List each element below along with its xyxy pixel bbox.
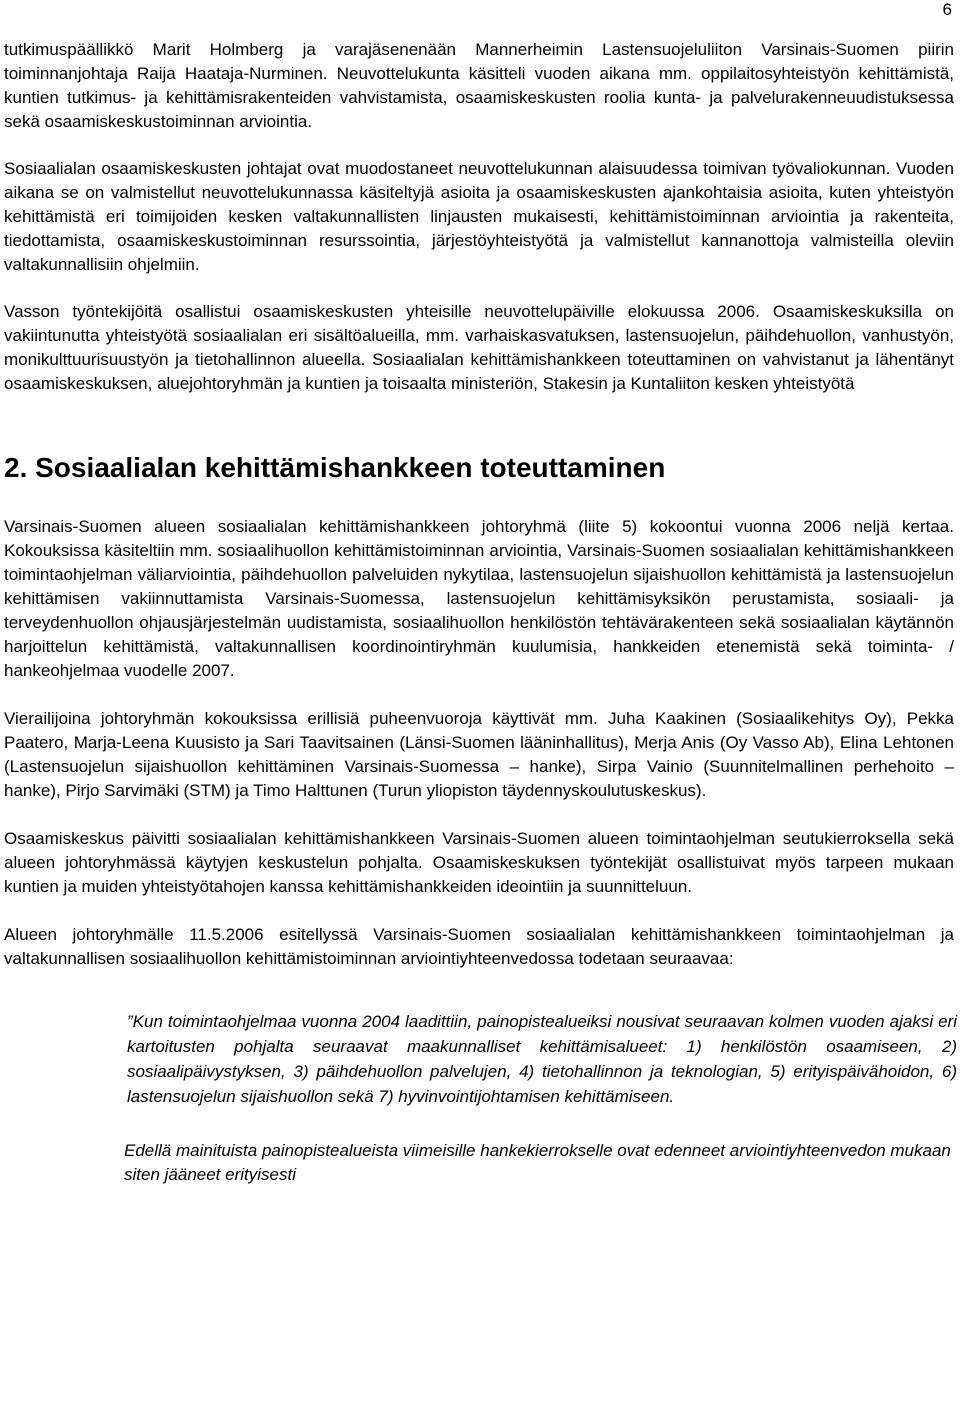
paragraph-vasso-yhteistyo: Vasson työntekijöitä osallistui osaamiskeskusten yhteisille neuvottelupäiville elokuussa 2006. Osaamiskeskuksilla on vakiintunutta yhteistyötä sosiaalialan eri sisältöalueilla, mm. varhaiskasvatuksen, lastensuojelun, päihdehuollon, vanhustyön, monikulttuurisuustyön ja tietohallinnon alueella. Sosiaalialan kehittämishankkeen toteuttaminen on vahvistanut ja lähentänyt osaamiskeskuksen, aluejohtoryhmän ja kuntien ja toisaalta ministeriön, Stakesin ja Kuntaliiton kesken yhteistyötä [4,302,954,393]
quote-continuation: Edellä mainituista painopistealueista viimeisille hankekierrokselle ovat edenneet arviointiyhteenvedon mukaan siten jääneet erityisesti [124,1141,951,1184]
paragraph-neuvottelukunta: tutkimuspäällikkö Marit Holmberg ja varajäsenenään Mannerheimin Lastensuojeluliiton Varsinais-Suomen piirin toiminnanjohtaja Raija Haataja-Nurminen. Neuvottelukunta käsitteli vuoden aikana mm. oppilaitosyhteistyön kehittämistä, kuntien tutkimus- ja kehittämisrakenteiden vahvistamista, osaamiskeskusten roolia kunta- ja palvelurakenneuudistuksessa sekä osaamiskeskustoiminnan arviointia. [4,40,954,131]
paragraph-tyovaliokunta: Sosiaalialan osaamiskeskusten johtajat ovat muodostaneet neuvottelukunnan alaisuudessa toimivan työvaliokunnan. Vuoden aikana se on valmistellut neuvottelukunnassa käsiteltyjä asioita ja osaamiskeskusten ajankohtaisia asioita, kuten yhteistyön kehittämistä eri toimijoiden kesken valtakunnallisten linjausten mukaisesti, kehittämistoiminnan arviointia ja rakenteita, tiedottamista, osaamiskeskustoiminnan resurssointia, järjestöyhteistyötä ja valmistellut kannanottoja valmisteilla oleviin valtakunnallisiin ohjelmiin. [4,159,954,274]
document-body [4,38,957,1187]
paragraph-johtoryhma: Varsinais-Suomen alueen sosiaalialan kehittämishankkeen johtoryhmä (liite 5) kokoontui vuonna 2006 neljä kertaa. Kokouksissa käsiteltiin mm. sosiaalihuollon kehittämistoiminnan arviointia, Varsinais-Suomen sosiaalialan kehittämishankkeen toimintaohjelman väliarviointia, päihdehuollon palveluiden nykytilaa, lastensuojelun sijaishuollon kehittämistä ja lastensuojelun kehittämisen vakiinnuttamista Varsinais-Suomessa, lastensuojelun kehittämisyksikön perustamista, sosiaali- ja terveydenhuollon ohjausjärjestelmän uudistamista, sosiaalihuollon henkilöstön tehtävärakenteen sekä sosiaalialan käytännön harjoittelun kehittämistä, valtakunnallisen koordinointiryhmän kuulumisia, hankkeiden etenemistä sekä toiminta- / hankeohjelmaa vuodelle 2007. [4,517,954,680]
paragraph-vierailijat: Vierailijoina johtoryhmän kokouksissa erillisiä puheenvuoroja käyttivät mm. Juha Kaakinen (Sosiaalikehitys Oy), Pekka Paatero, Marja-Leena Kuusisto ja Sari Taavitsainen (Länsi-Suomen lääninhallitus), Merja Anis (Oy Vasso Ab), Elina Lehtonen (Lastensuojelun sijaishuollon kehittäminen Varsinais-Suomessa – hanke), Sirpa Vainio (Suunnitelmallinen perhehoito – hanke), Pirjo Sarvimäki (STM) ja Timo Halttunen (Turun yliopiston täydennyskoulutuskeskus). [4,709,954,800]
quote-block: ”Kun toimintaohjelmaa vuonna 2004 laadittiin, painopistealueiksi nousivat seuraavan kolmen vuoden ajaksi eri kartoitusten pohjalta seuraavat maakunnalliset kehittämisalueet: 1) henkilöstön osaamiseen, 2) sosiaalipäivystyksen, 3) päihdehuollon palvelujen, 4) tietohallinnon ja teknologian, 5) erityispäivähoidon, 6) lastensuojelun sijaishuollon sekä 7) hyvinvointijohtamisen kehittämiseen. [127,1012,957,1106]
paragraph-toimintaohjelma: Osaamiskeskus päivitti sosiaalialan kehittämishankkeen Varsinais-Suomen alueen toimintaohjelman seutukierroksella sekä alueen johtoryhmässä käytyjen keskustelun pohjalta. Osaamiskeskuksen työntekijät osallistuivat myös tarpeen mukaan kuntien ja muiden yhteistyötahojen kanssa kehittämishankkeiden ideointiin ja suunnitteluun. [4,829,954,896]
paragraph-arviointi: Alueen johtoryhmälle 11.5.2006 esitellyssä Varsinais-Suomen sosiaalialan kehittämishankkeen toimintaohjelman ja valtakunnallisen sosiaalihuollon kehittämistoiminnan arviointiyhteenvedossa todetaan seuraavaa: [4,925,954,968]
page-number: 6 [942,0,952,19]
section-heading: 2. Sosiaalialan kehittämishankkeen toteuttaminen [4,452,666,483]
